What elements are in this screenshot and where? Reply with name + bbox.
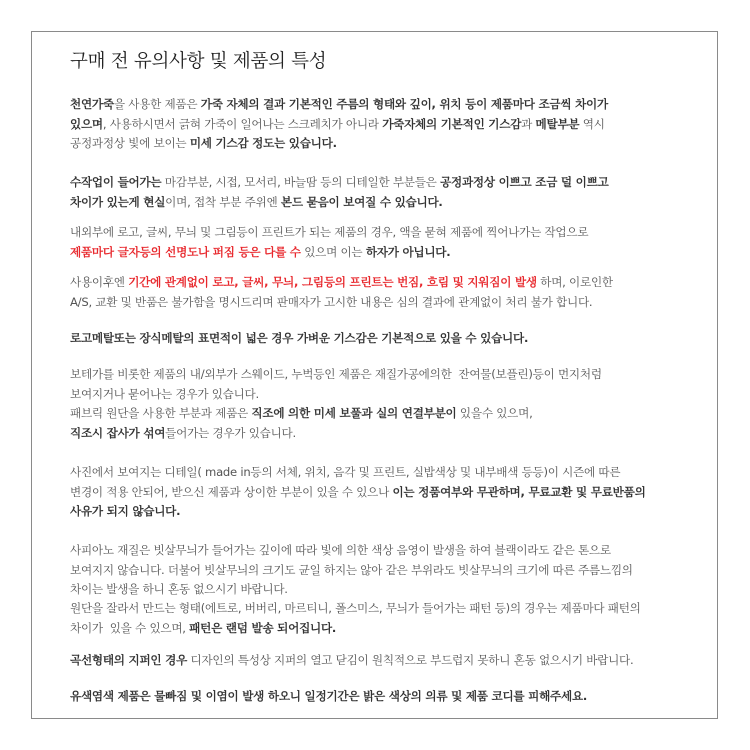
body-text: 공정과정상 빛에 보이는 — [70, 136, 190, 150]
bold-text: 패턴은 랜덤 발송 되어집니다. — [189, 620, 337, 635]
bold-text: 가죽 자체의 결과 기본적인 주름의 형태와 깊이, 위치 등이 제품마다 조금씩 차이가 — [200, 97, 608, 111]
notice-line — [70, 580, 633, 600]
bold-text: 사유가 되지 않습니다. — [70, 504, 181, 518]
notice-line — [70, 385, 602, 405]
notice-paragraph — [70, 273, 613, 312]
notice-paragraph — [70, 223, 588, 262]
notice-line — [70, 404, 602, 424]
notice-paragraph — [70, 95, 608, 154]
body-text: 사진에서 보여지는 디테일( made in등의 서체, 위치, 음각 및 프린트, 실밥색상 및 내부배색 등등)이 시즌에 따른 — [70, 465, 621, 479]
bold-text: 천연가죽 — [70, 97, 114, 111]
bold-text: 있으며 — [70, 116, 103, 131]
bold-text: 차이가 있는게 현실 — [70, 194, 166, 209]
notice-line — [70, 599, 641, 619]
notice-paragraph — [70, 599, 641, 638]
bold-text: 곡선형태의 지퍼인 경우 — [70, 653, 188, 667]
bold-text: 가죽자체의 기본적인 기스감 — [382, 116, 522, 131]
bold-text: 공정과정상 이쁘고 조금 덜 이쁘고 — [440, 175, 609, 189]
notice-line — [70, 329, 528, 349]
notice-line — [70, 134, 608, 154]
body-text: 사용이후엔 — [70, 275, 129, 289]
notice-line — [70, 115, 608, 135]
notice-line — [70, 293, 613, 313]
body-text: 사피아노 재질은 빗살무늬가 들어가는 깊이에 따라 빛에 의한 색상 음영이 발생을 하여 블랙이라도 같은 톤으로 — [70, 543, 611, 557]
body-text: 패브릭 원단을 사용한 부분과 제품은 — [70, 406, 252, 420]
bold-text: 메탈부분 — [535, 116, 580, 131]
bold-text: 직조시 잡사가 섞여 — [70, 425, 166, 440]
notice-paragraph — [70, 173, 609, 212]
body-text: 마감부분, 시접, 모서리, 바늘땀 등의 디테일한 부분들은 — [161, 175, 441, 189]
notice-line — [70, 651, 633, 671]
body-text: 차이가 있을 수 있으며, — [70, 620, 190, 635]
body-text: 보테가를 비롯한 제품의 내/외부가 스웨이드, 누벅등인 제품은 재질가공에의한 잔여물(보플린)등이 먼지처럼 — [70, 367, 602, 381]
body-text: 차이는 발생을 하니 혼동 없으시기 바랍니다. — [70, 582, 288, 596]
notice-paragraph — [70, 687, 587, 707]
body-text: 과 — [521, 116, 536, 131]
bold-text: 로고메탈또는 장식메탈의 표면적이 넓은 경우 가벼운 기스감은 기본적으로 있을 수 있습니다. — [70, 331, 529, 345]
bold-text: 본드 묻음이 보여질 수 있습니다. — [280, 194, 443, 209]
notice-panel — [31, 31, 718, 719]
notice-paragraph — [70, 541, 633, 600]
body-text: 보여지지 않습니다. 더불어 빗살무늬의 크기도 균일 하지는 않아 같은 부위라도 빗살무늬의 크기에 따른 주름느낌의 — [70, 562, 633, 577]
notice-paragraph — [70, 329, 528, 349]
bold-text: 유색염색 제품은 물빠짐 및 이염이 발생 하오니 일정기간은 밝은 색상의 의류 및 제품 코디를 피해주세요. — [70, 689, 588, 703]
bold-text: 수작업이 들어가는 — [70, 175, 162, 189]
body-text: 내외부에 로고, 글씨, 무늬 및 그림등이 프린트가 되는 제품의 경우, 액을 묻혀 제품에 찍어나가는 작업으로 — [70, 225, 589, 239]
notice-line — [70, 561, 633, 581]
page-title: 구매 전 유의사항 및 제품의 특성 — [70, 51, 327, 72]
body-text: 있을수 있으며, — [456, 406, 533, 420]
body-text: 원단을 잘라서 만드는 형태(에트로, 버버리, 마르티니, 폴스미스, 무늬가 들어가는 패턴 등)의 경우는 제품마다 패턴의 — [70, 601, 641, 615]
body-text: 들어가는 경우가 있습니다. — [165, 425, 296, 440]
body-text: 하며, 이로인한 — [536, 275, 613, 289]
body-text: 디자인의 특성상 지퍼의 열고 닫김이 원칙적으로 부드럽지 못하니 혼동 없으시기 바랍니다. — [187, 653, 634, 667]
body-text: , 사용하시면서 긁혀 가죽이 일어나는 스크레치가 아니라 — [102, 116, 383, 131]
body-text: 역시 — [579, 116, 605, 131]
notice-line — [70, 541, 633, 561]
bold-text: 이는 정품여부와 무관하며, 무료교환 및 무료반품의 — [392, 484, 646, 499]
body-text: 보여지거나 묻어나는 경우가 있습니다. — [70, 386, 259, 401]
notice-line — [70, 95, 608, 115]
notice-line — [70, 687, 587, 707]
notice-line — [70, 365, 602, 385]
notice-paragraph — [70, 651, 633, 671]
notice-line — [70, 424, 602, 444]
bold-text: 하자가 아닙니다. — [365, 244, 451, 259]
body-text: 변경이 적용 안되어, 받으신 제품과 상이한 부분이 있을 수 있으나 — [70, 484, 393, 499]
notice-paragraph — [70, 463, 646, 522]
notice-line — [70, 619, 641, 639]
highlight-text: 제품마다 글자등의 선명도나 퍼짐 등은 다를 수 — [70, 244, 301, 259]
highlight-text: 기간에 관계없이 로고, 글씨, 무늬, 그림등의 프린트는 번짐, 흐림 및 지워짐이 발생 — [128, 275, 537, 289]
bold-text: 직조에 의한 미세 보풀과 실의 연결부분이 — [251, 406, 457, 420]
body-text: 있으며 이는 — [300, 244, 366, 259]
notice-line — [70, 243, 588, 263]
bold-text: 미세 기스감 정도는 있습니다. — [189, 136, 337, 150]
body-text: 이며, 접착 부분 주위엔 — [165, 194, 281, 209]
notice-paragraph — [70, 365, 602, 443]
notice-line — [70, 273, 613, 293]
notice-line — [70, 193, 609, 213]
body-text: A/S, 교환 및 반품은 불가함을 명시드리며 판매자가 고시한 내용은 심의 결과에 관계없이 처리 불가 합니다. — [70, 294, 593, 309]
notice-line — [70, 483, 646, 503]
notice-line — [70, 223, 588, 243]
notice-line — [70, 173, 609, 193]
notice-line — [70, 463, 646, 483]
notice-line — [70, 502, 646, 522]
body-text: 을 사용한 제품은 — [113, 97, 201, 111]
